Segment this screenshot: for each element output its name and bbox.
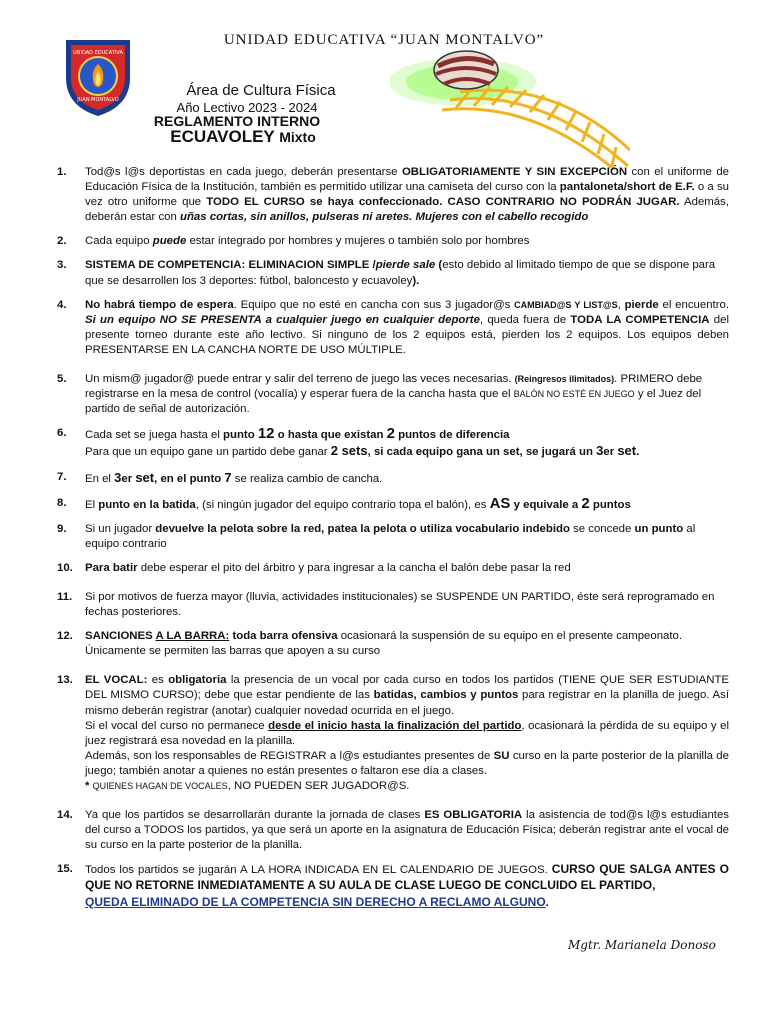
sport-title — [128, 127, 358, 147]
sport-mixed: Mixto — [279, 129, 316, 145]
rule-text: (Reingresos ilimitados) — [514, 374, 615, 385]
rule-number: 1. — [57, 166, 67, 178]
rule-number: 4. — [57, 298, 67, 311]
rule-text: CURSO QUE SALGA ANTES O QUE NO RETORNE INMEDIATAMENTE A SU AULA DE CLASE LUEGO DE CONCLUIDO EL PARTIDO, — [85, 862, 730, 893]
rule-8 — [57, 496, 729, 513]
rule-text: la presencia de un vocal por cada curso en todos los partidos (TIENE QUE SER ESTUDIANTE DEL MISMO CURSO); debe que estar pendiente de las — [85, 674, 729, 702]
rule-text: y el Juez del partido de señal de autorización. — [85, 388, 702, 416]
rule-text: QUIENES HAGAN DE VOCALES — [92, 781, 228, 791]
school-logo — [60, 34, 136, 118]
rule-text: o a su vez otro uniforme que — [85, 181, 729, 209]
rule-text: uñas cortas, sin anillos, pulseras ni aretes. — [180, 211, 413, 224]
rule-number: 9. — [57, 522, 67, 535]
rule-10 — [57, 561, 729, 576]
rules-list — [57, 165, 729, 920]
rule-text: El — [85, 498, 99, 511]
rule-text: SISTEMA DE COMPETENCIA: ELIMINACION SIMPLE / — [85, 259, 376, 272]
rule-number: 12. — [57, 630, 73, 643]
rule-text: en el punto — [160, 472, 222, 485]
school-title: UNIDAD EDUCATIVA “JUAN MONTALVO” — [223, 32, 545, 48]
rule-text: punto en la batida — [98, 498, 196, 511]
rule-text: No habrá tiempo de espera — [85, 298, 234, 311]
rule-number: 15. — [57, 863, 73, 876]
rule-number: 11. — [57, 590, 73, 603]
rule-text: Si el vocal del curso no permanece — [85, 719, 269, 732]
rule-text: Todos los partidos se jugarán A LA HORA INDICADA EN EL CALENDARIO DE JUEGOS. — [85, 864, 552, 877]
rule-number: 10. — [57, 561, 73, 574]
rule-4 — [57, 298, 729, 358]
rule-text: toda barra ofensiva — [232, 630, 338, 643]
school-year: Año Lectivo 2023 - 2024 — [176, 100, 318, 115]
rule-text: pierde sale — [375, 259, 436, 272]
rule-text: BALÓN NO ESTÉ EN JUEGO — [513, 389, 635, 400]
rule-6 — [57, 426, 729, 460]
rule-text: , NO PUEDEN SER JUGADOR@S. — [227, 780, 410, 792]
rule-text: CAMBIAD@S Y LIST@S — [514, 299, 618, 310]
rule-text: er — [121, 472, 133, 485]
rule-text: , si cada equipo gana un set, se jugará un — [367, 446, 597, 459]
rule-number: 13. — [57, 674, 73, 687]
rule-text: . PRIMERO debe registrarse en la mesa de control (vocalía) y esperar fuera de la cancha hasta que el — [85, 373, 703, 401]
rule-12 — [57, 629, 729, 659]
rule-3 — [57, 258, 729, 288]
rule-text: TODO EL CURSO se haya confeccionado. — [206, 196, 443, 209]
rule-text: es — [147, 674, 169, 687]
signature: Mgtr. Marianela Donoso — [568, 938, 716, 952]
rule-text: puede — [152, 235, 187, 248]
rule-text: pierde — [624, 298, 659, 311]
rule-text: devuelve la pelota sobre la red, patea la pelota o utiliza vocabulario indebido — [155, 522, 570, 535]
rule-text: Para que un equipo gane un partido debe ganar — [85, 446, 331, 459]
rule-text: un punto — [634, 522, 684, 535]
rule-text: Cada equipo — [85, 235, 153, 248]
rule-number: 2. — [57, 235, 67, 248]
rule-9 — [57, 522, 729, 552]
rule-text: Ya que los partidos se desarrollarán durante la jornada de clases — [85, 809, 425, 822]
rule-text: OBLIGATORIAMENTE Y SIN EXCEPCIÓN — [401, 166, 628, 178]
rule-text: curso en la parte posterior de la planilla de juego; también anotar a quienes no están presentes o faltaron ese día a clases. — [85, 749, 729, 777]
rule-text: 3 — [596, 443, 604, 459]
rule-15 — [57, 862, 729, 910]
rule-text: 2 — [581, 494, 590, 512]
regulation-title: REGLAMENTO INTERNO — [153, 113, 321, 129]
rule-text: y equivale a — [513, 498, 579, 511]
rule-text: al equipo contrario — [85, 522, 696, 550]
rule-text: Mujeres con el cabello recogido — [415, 211, 589, 224]
rule-number: 7. — [57, 470, 67, 483]
rule-text: CASO CONTRARIO NO PODRÁN JUGAR. — [447, 196, 680, 209]
rule-text: ocasionará la suspensión de su equipo en el presente campeonato. Únicamente se permiten las barras que apoyen a su curso — [85, 630, 683, 658]
rule-text: ). — [412, 274, 420, 287]
rule-text: . Equipo que no esté en cancha con sus 3 jugador@s — [233, 298, 515, 311]
rule-text: el encuentro. — [658, 298, 729, 311]
rule-text: . — [545, 896, 549, 909]
rule-5 — [57, 372, 729, 417]
rule-text: Si por motivos de fuerza mayor (lluvia, actividades institucionales) se SUSPENDE UN PARTIDO, éste será reprogramado en fechas posteriores. — [85, 590, 715, 619]
rule-text: Si un equipo NO SE PRESENTA a cualquier juego en cualquier deporte — [85, 313, 480, 326]
rule-text: 7 — [224, 469, 232, 485]
rule-text: En el — [85, 472, 115, 485]
rule-text: . — [636, 446, 640, 459]
area-title: Área de Cultura Física — [186, 82, 336, 99]
rule-text: ( — [435, 259, 443, 272]
rule-text: , — [617, 298, 625, 311]
rule-text: * — [85, 780, 90, 792]
rule-text: esto debido al limitado tiempo de que se dispone para que se desarrollen los 3 deportes: fútbol, baloncesto y ecuavoley — [85, 259, 716, 287]
rule-14 — [57, 808, 729, 853]
rule-text: set — [135, 469, 155, 485]
rule-text: se concede — [569, 522, 635, 535]
rule-text: pantaloneta/short de E.F. — [559, 181, 695, 194]
rule-number: 8. — [57, 496, 67, 509]
rule-text: Si un jugador — [85, 522, 156, 535]
rule-number: 5. — [57, 373, 67, 386]
rule-1 — [57, 165, 729, 225]
rule-number: 6. — [57, 427, 67, 440]
rule-text: del presente torneo durante este año lectivo. Si ninguno de los 2 equipos está, pierden los 2 equipos. Los equipos deben PRESENTARSE EN LA CANCHA NORTE DE USO MÚLTIPLE. — [85, 313, 729, 356]
rule-text: ES OBLIGATORIA — [424, 809, 523, 822]
rule-text: QUEDA ELIMINADO DE LA COMPETENCIA SIN DERECHO A RECLAMO ALGUNO — [85, 894, 546, 909]
rule-number: 3. — [57, 259, 67, 272]
rule-text: SANCIONES — [85, 630, 156, 643]
rule-text: desde el inicio hasta la finalización del partido — [268, 719, 522, 732]
rule-text: para registrar en la planilla de juego. Así mismo deberán registrar (anotar) cualquier novedad ocurrida en el juego. — [85, 689, 730, 717]
rule-text: Un mism@ jugador@ puede entrar y salir del terreno de juego las veces necesarias. — [85, 373, 515, 386]
rule-2 — [57, 234, 729, 249]
rule-text: obligatoria — [168, 674, 227, 687]
logo-bottom-text: JUAN MONTALVO — [77, 97, 119, 103]
rule-text: , queda fuera de — [479, 313, 571, 326]
rule-text: Además, deberán estar con — [85, 196, 729, 224]
rule-13 — [57, 673, 729, 794]
rule-text: , — [154, 472, 161, 485]
rule-text: AS — [489, 494, 511, 512]
rule-number: 14. — [57, 809, 73, 822]
rule-text: 12 — [257, 425, 275, 443]
rule-text: Además, son los responsables de REGISTRAR a l@s estudiantes presentes de — [85, 749, 494, 762]
volleyball-icon — [434, 51, 498, 89]
rule-text: Para batir — [85, 561, 138, 574]
rule-text: , (si ningún jugador del equipo contrario topa el balón), es — [195, 498, 490, 511]
logo-top-text: UNIDAD EDUCATIVA — [73, 50, 123, 56]
rule-text: set — [617, 443, 637, 459]
rule-text: A LA BARRA: — [155, 630, 230, 643]
rule-text: TODA LA COMPETENCIA — [570, 313, 710, 326]
rule-text: o hasta que existan — [277, 429, 384, 442]
rule-text: er — [603, 446, 615, 459]
sport-name: ECUAVOLEY — [170, 127, 275, 146]
rule-text: se realiza cambio de cancha. — [231, 472, 383, 485]
rule-text: Cada set se juega hasta el — [85, 429, 224, 442]
rule-text: SU — [493, 749, 510, 762]
rule-text: estar integrado por hombres y mujeres o también solo por hombres — [186, 235, 530, 248]
rule-text: Tod@s l@s deportistas en cada juego, deberán presentarse — [85, 166, 402, 178]
volleyball-net-illustration — [390, 48, 630, 170]
rule-text: puntos de diferencia — [398, 429, 510, 442]
rule-11 — [57, 590, 729, 620]
rule-text: 2 — [386, 425, 395, 443]
rule-text: , ocasionará la pérdida de su equipo y el juez registrará esa novedad en la planilla. — [85, 719, 729, 747]
rule-7 — [57, 470, 729, 487]
rule-text: la asistencia de tod@s l@s estudiantes del curso a TODOS los partidos, ya que será un aporte en la asignatura de Educación Física; deberán registrar ante el vocal de su curso en la parte posterior de la planilla. — [85, 809, 729, 852]
rule-text: batidas, cambios y puntos — [373, 689, 519, 702]
rule-text: puntos — [592, 498, 631, 511]
rule-text: 2 sets — [330, 443, 368, 459]
rule-text: punto — [223, 429, 255, 442]
rule-text: con el uniforme de Educación Física de la Institución, también es permitido utilizar una camiseta del curso con la — [85, 166, 729, 194]
rule-text: EL VOCAL: — [85, 674, 148, 687]
rule-text: debe esperar el pito del árbitro y para ingresar a la cancha el balón debe pasar la red — [137, 561, 571, 574]
rule-text: 3 — [114, 469, 122, 485]
